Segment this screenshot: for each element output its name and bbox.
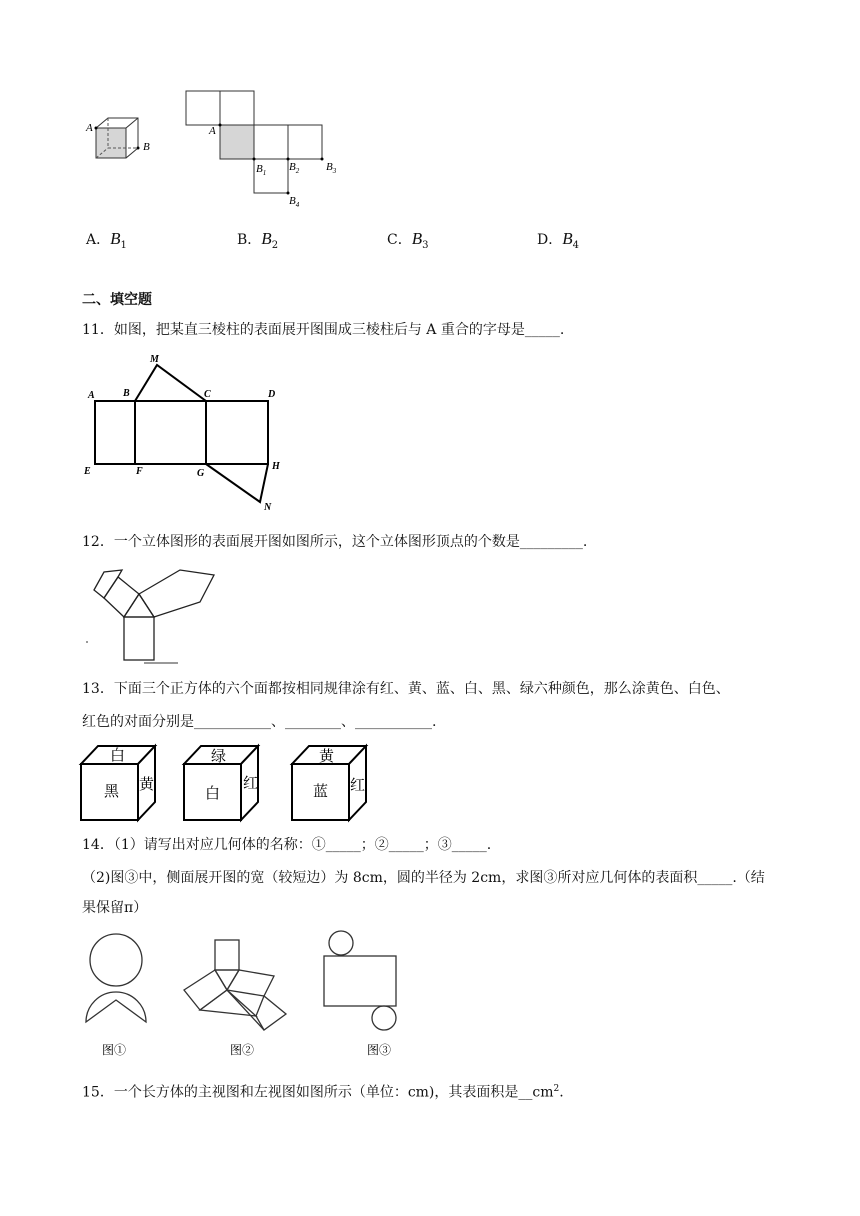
fig-label-2: 图② — [230, 1043, 255, 1057]
svg-text:B3: $B_3$ — [326, 161, 337, 175]
cube-label-b: B — [143, 141, 150, 153]
svg-text:B4: $B_4$ — [289, 195, 300, 209]
cube-label-a: A — [86, 122, 93, 134]
label-h: H — [272, 461, 280, 472]
q14-part2-line1: （2)图③中，侧面展开图的宽（较短边）为 8cm，圆的半径为 2cm，求图③所对应几何体的表面积_____.（结 — [82, 870, 765, 886]
cube2-top: 绿 — [211, 749, 227, 765]
option-a: A．$B_1$ — [86, 229, 127, 251]
net-label-a: A — [209, 125, 216, 137]
label-a: A — [88, 390, 95, 401]
label-f: F — [136, 466, 143, 477]
q13-cube-1 — [78, 742, 160, 824]
net-label-b4: B — [289, 195, 296, 207]
label-g: G — [197, 468, 205, 479]
q10-cube-figure — [82, 110, 162, 180]
cube3-top: 黄 — [319, 749, 335, 765]
q13-cube-3 — [289, 742, 371, 824]
q10-net-figure — [180, 85, 360, 210]
label-b: B — [123, 388, 130, 399]
svg-text:B2: $B_2$ — [289, 161, 300, 175]
svg-text:B1: $B_1$ — [256, 163, 267, 177]
q14-figures — [80, 930, 402, 1060]
q13-line2: 红色的对面分别是___________、________、___________. — [82, 714, 437, 730]
cube2-front: 白 — [205, 786, 221, 802]
cube1-side: 黄 — [139, 777, 155, 793]
fig-label-1: 图① — [102, 1043, 127, 1057]
cube1-front: 黑 — [104, 784, 120, 800]
q14-part2-line2: 果保留π） — [82, 900, 148, 916]
fig-label-3: 图③ — [367, 1043, 392, 1057]
cube3-side: 红 — [350, 778, 366, 794]
section-title: 二、填空题 — [82, 292, 152, 308]
label-n: N — [264, 502, 272, 513]
q14-part1: 14．（1）请写出对应几何体的名称：①_____；②_____；③_____. — [82, 837, 492, 853]
option-c: C．$B_3$ — [387, 229, 429, 251]
label-m: M — [150, 354, 159, 365]
q13-line1: 13．下面三个正方体的六个面都按相同规律涂有红、黄、蓝、白、黑、绿六种颜色，那么涂黄色、白色、 — [82, 681, 730, 697]
cube1-top: 白 — [110, 748, 126, 764]
q12-net-figure — [82, 560, 222, 665]
q15-text: 15．一个长方体的主视图和左视图如图所示（单位：cm)，其表面积是$\_\_cm^2$. — [82, 1084, 564, 1101]
option-d: D．$B_4$ — [537, 229, 579, 251]
net-label-b3: B — [326, 161, 333, 173]
q12-text: 12．一个立体图形的表面展开图如图所示，这个立体图形顶点的个数是_________. — [82, 534, 588, 550]
cube2-side: 红 — [243, 776, 259, 792]
label-e: E — [84, 466, 91, 477]
q11-prism-net — [82, 350, 292, 515]
net-label-b1: B — [256, 163, 263, 175]
label-d: D — [268, 389, 276, 400]
cube3-front: 蓝 — [313, 784, 329, 800]
net-label-b2: B — [289, 161, 296, 173]
q13-cube-2 — [181, 742, 263, 824]
q11-text: 11．如图，把某直三棱柱的表面展开图围成三棱柱后与 A 重合的字母是_____. — [82, 322, 565, 338]
label-c: C — [204, 389, 211, 400]
option-b: B．$B_2$ — [237, 229, 279, 251]
